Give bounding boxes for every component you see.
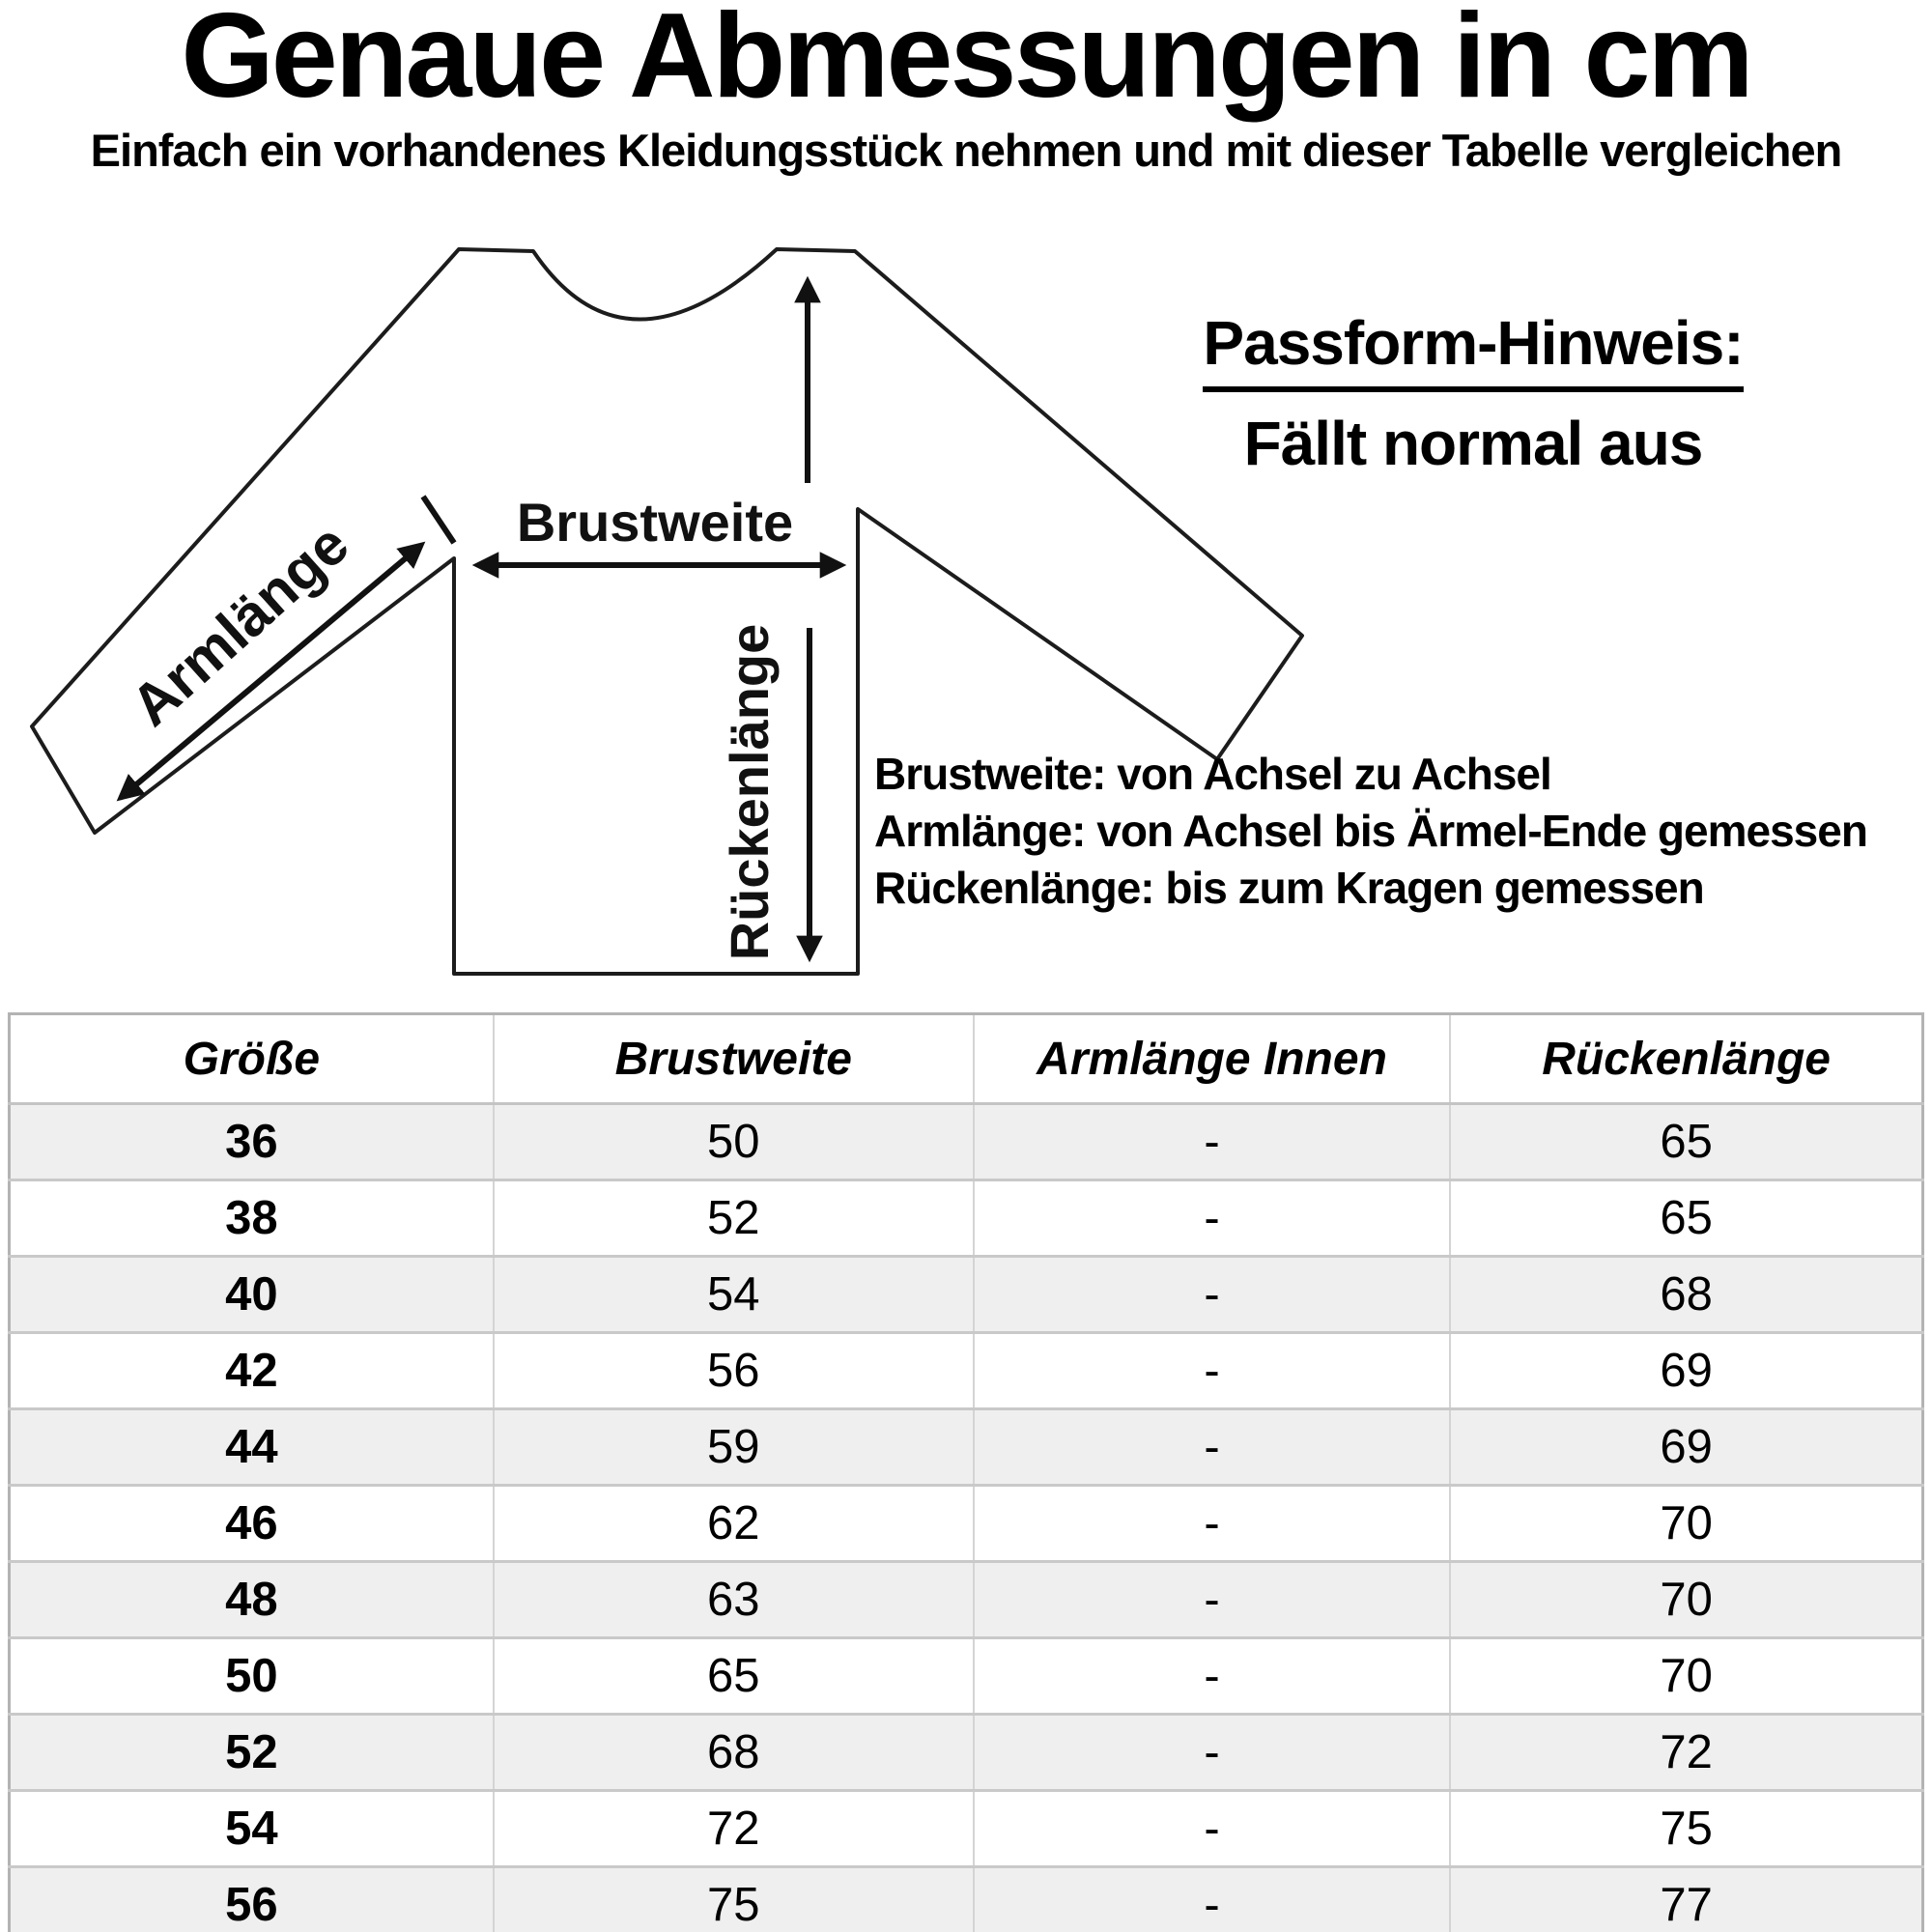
value-cell: - [974, 1867, 1450, 1932]
table-row [10, 1409, 1923, 1486]
arm-length-tick [423, 497, 454, 543]
table-row [10, 1486, 1923, 1562]
table-row [10, 1715, 1923, 1791]
value-cell: 68 [494, 1715, 974, 1791]
chest-width-label: Brustweite [516, 492, 794, 553]
arm-length-label: Armlänge [119, 511, 361, 739]
value-cell: 69 [1450, 1409, 1922, 1486]
value-cell: 65 [1450, 1180, 1922, 1257]
value-cell: 75 [494, 1867, 974, 1932]
measure-note-arm: Armlänge: von Achsel bis Ärmel-Ende gemessen [874, 806, 1867, 856]
value-cell: - [974, 1638, 1450, 1715]
size-cell: 50 [10, 1638, 494, 1715]
fit-note-heading: Passform-Hinweis: [1203, 307, 1743, 392]
value-cell: 62 [494, 1486, 974, 1562]
fit-note-text: Fällt normal aus [1243, 409, 1703, 478]
value-cell: 68 [1450, 1257, 1922, 1333]
value-cell: - [974, 1791, 1450, 1867]
table-row [10, 1562, 1923, 1638]
size-cell: 42 [10, 1333, 494, 1409]
size-cell: 48 [10, 1562, 494, 1638]
size-table-body [10, 1104, 1923, 1932]
size-cell: 52 [10, 1715, 494, 1791]
measure-note-back: Rückenlänge: bis zum Kragen gemessen [874, 863, 1704, 913]
size-cell: 46 [10, 1486, 494, 1562]
value-cell: 54 [494, 1257, 974, 1333]
table-row [10, 1638, 1923, 1715]
size-cell: 54 [10, 1791, 494, 1867]
page-subtitle: Einfach ein vorhandenes Kleidungsstück nehmen und mit dieser Tabelle vergleichen [90, 125, 1842, 176]
value-cell: - [974, 1257, 1450, 1333]
value-cell: - [974, 1486, 1450, 1562]
table-row [10, 1104, 1923, 1180]
header-chest-width: Brustweite [494, 1014, 974, 1104]
fit-note [1169, 307, 1777, 479]
value-cell: 75 [1450, 1791, 1922, 1867]
value-cell: 65 [494, 1638, 974, 1715]
back-length-label: Rückenlänge [719, 623, 780, 961]
measure-note-chest: Brustweite: von Achsel zu Achsel [874, 749, 1551, 799]
table-header-row [10, 1014, 1923, 1104]
table-row [10, 1257, 1923, 1333]
table-row [10, 1791, 1923, 1867]
value-cell: 59 [494, 1409, 974, 1486]
value-cell: 70 [1450, 1562, 1922, 1638]
value-cell: 72 [1450, 1715, 1922, 1791]
value-cell: - [974, 1180, 1450, 1257]
value-cell: 63 [494, 1562, 974, 1638]
value-cell: 52 [494, 1180, 974, 1257]
header-back-length: Rückenlänge [1450, 1014, 1922, 1104]
value-cell: 50 [494, 1104, 974, 1180]
header-size: Größe [10, 1014, 494, 1104]
value-cell: - [974, 1562, 1450, 1638]
header-arm-length: Armlänge Innen [974, 1014, 1450, 1104]
value-cell: 70 [1450, 1638, 1922, 1715]
value-cell: - [974, 1409, 1450, 1486]
size-cell: 44 [10, 1409, 494, 1486]
value-cell: 72 [494, 1791, 974, 1867]
size-cell: 38 [10, 1180, 494, 1257]
value-cell: - [974, 1715, 1450, 1791]
value-cell: - [974, 1333, 1450, 1409]
measure-notes [874, 746, 1867, 917]
table-row [10, 1867, 1923, 1932]
value-cell: 77 [1450, 1867, 1922, 1932]
value-cell: 56 [494, 1333, 974, 1409]
page-title: Genaue Abmessungen in cm [181, 0, 1751, 123]
table-row [10, 1333, 1923, 1409]
value-cell: 69 [1450, 1333, 1922, 1409]
value-cell: 65 [1450, 1104, 1922, 1180]
size-cell: 40 [10, 1257, 494, 1333]
value-cell: - [974, 1104, 1450, 1180]
value-cell: 70 [1450, 1486, 1922, 1562]
size-table [8, 1012, 1924, 1932]
table-row [10, 1180, 1923, 1257]
size-cell: 36 [10, 1104, 494, 1180]
size-cell: 56 [10, 1867, 494, 1932]
